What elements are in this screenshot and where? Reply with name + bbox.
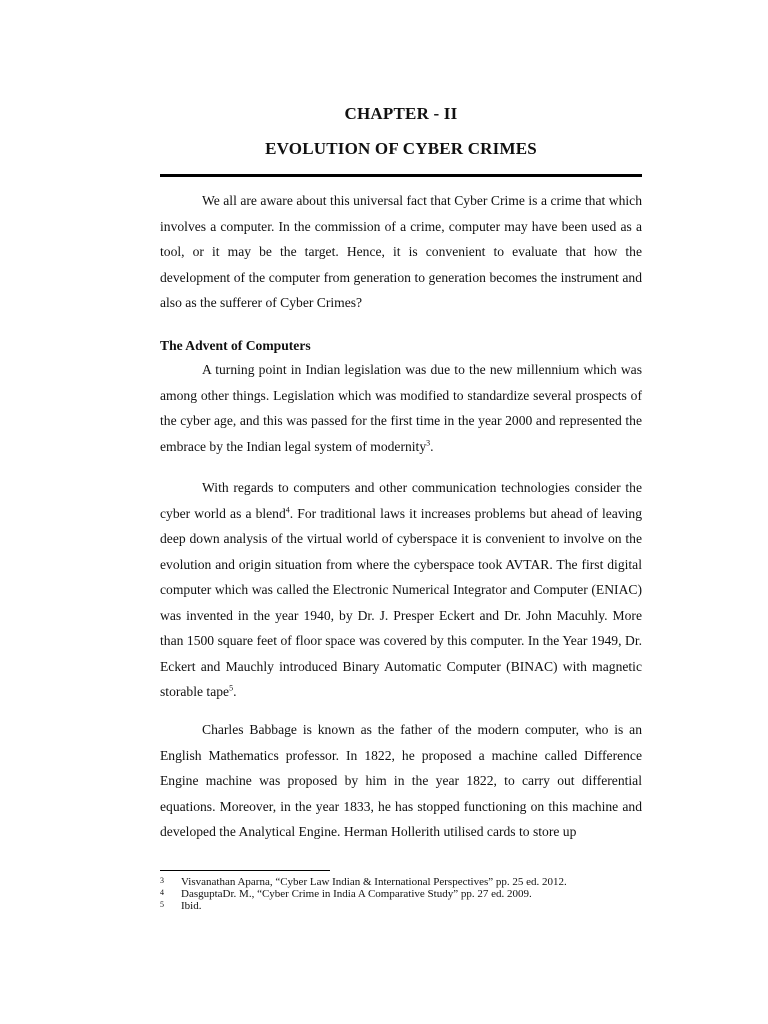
paragraph-end: . [233,684,237,699]
paragraph-text: . For traditional laws it increases problems but ahead of leaving deep down analysis of the virtual world of cyberspace it is convenient to involve on the evolution and origin situation from where the cyberspace took AVTAR. The first digital computer which was called the Electronic Numerical Integrator and Computer (ENIAC) was invented in the year 1940, by Dr. J. Presper Eckert and Dr. John Macuhly. More than 1500 square feet of floor space was covered by this computer. In the Year 1949, Dr. Eckert and Mauchly introduced Binary Automatic Computer (BINAC) with magnetic storable tape [160,505,642,699]
paragraph-advent [160,357,642,459]
paragraph-end: . [430,438,434,454]
intro-paragraph: We all are aware about this universal fact that Cyber Crime is a crime that which involves a computer. In the commission of a crime, computer may have been used as a tool, or it may be the target. Hence, it is convenient to evaluate that how the development of the computer from generation to generation becomes the instrument and also as the sufferer of Cyber Crimes? [160,193,642,310]
footnote-text: DasguptaDr. M., “Cyber Crime in India A Comparative Study” pp. 27 ed. 2009. [181,888,532,900]
chapter-title: EVOLUTION OF CYBER CRIMES [265,139,537,158]
footnote [160,888,642,900]
chapter-label: CHAPTER - II [344,104,458,123]
footnote-ref[interactable]: 5 [229,683,234,693]
footnote-ref[interactable]: 3 [426,437,431,447]
footnote-text: Visvanathan Aparna, “Cyber Law Indian & International Perspectives” pp. 25 ed. 2012. [181,876,567,888]
footnote-number: 5 [160,900,164,909]
paragraph-babbage: Charles Babbage is known as the father of the modern computer, who is an English Mathematics professor. In 1822, he proposed a machine called Difference Engine machine was proposed by him in the year 1822, to carry out differential equations. Moreover, in the year 1833, he has stopped functioning on this machine and developed the Analytical Engine. Herman Hollerith utilised cards to store up [160,722,642,839]
section-heading: The Advent of Computers [160,338,311,353]
paragraph-text: A turning point in Indian legislation was due to the new millennium which was among other things. Legislation which was modified to standardize several prospects of the cyber age, and this was passed for the first time in the year 2000 and represented the embrace by the Indian legal system of modernity [160,362,642,454]
footnote [160,900,642,912]
footnote-ref[interactable]: 4 [285,504,290,514]
footnote [160,876,642,888]
footnote-number: 4 [160,888,164,897]
title-divider [160,174,642,177]
paragraph-computers [160,475,642,705]
footnote-text: Ibid. [181,900,202,912]
footnote-divider [160,870,330,871]
footnote-number: 3 [160,876,164,885]
paragraph-text: With regards to computers and other communication technologies consider the cyber world as a blend [160,480,642,521]
footnotes [160,876,642,912]
